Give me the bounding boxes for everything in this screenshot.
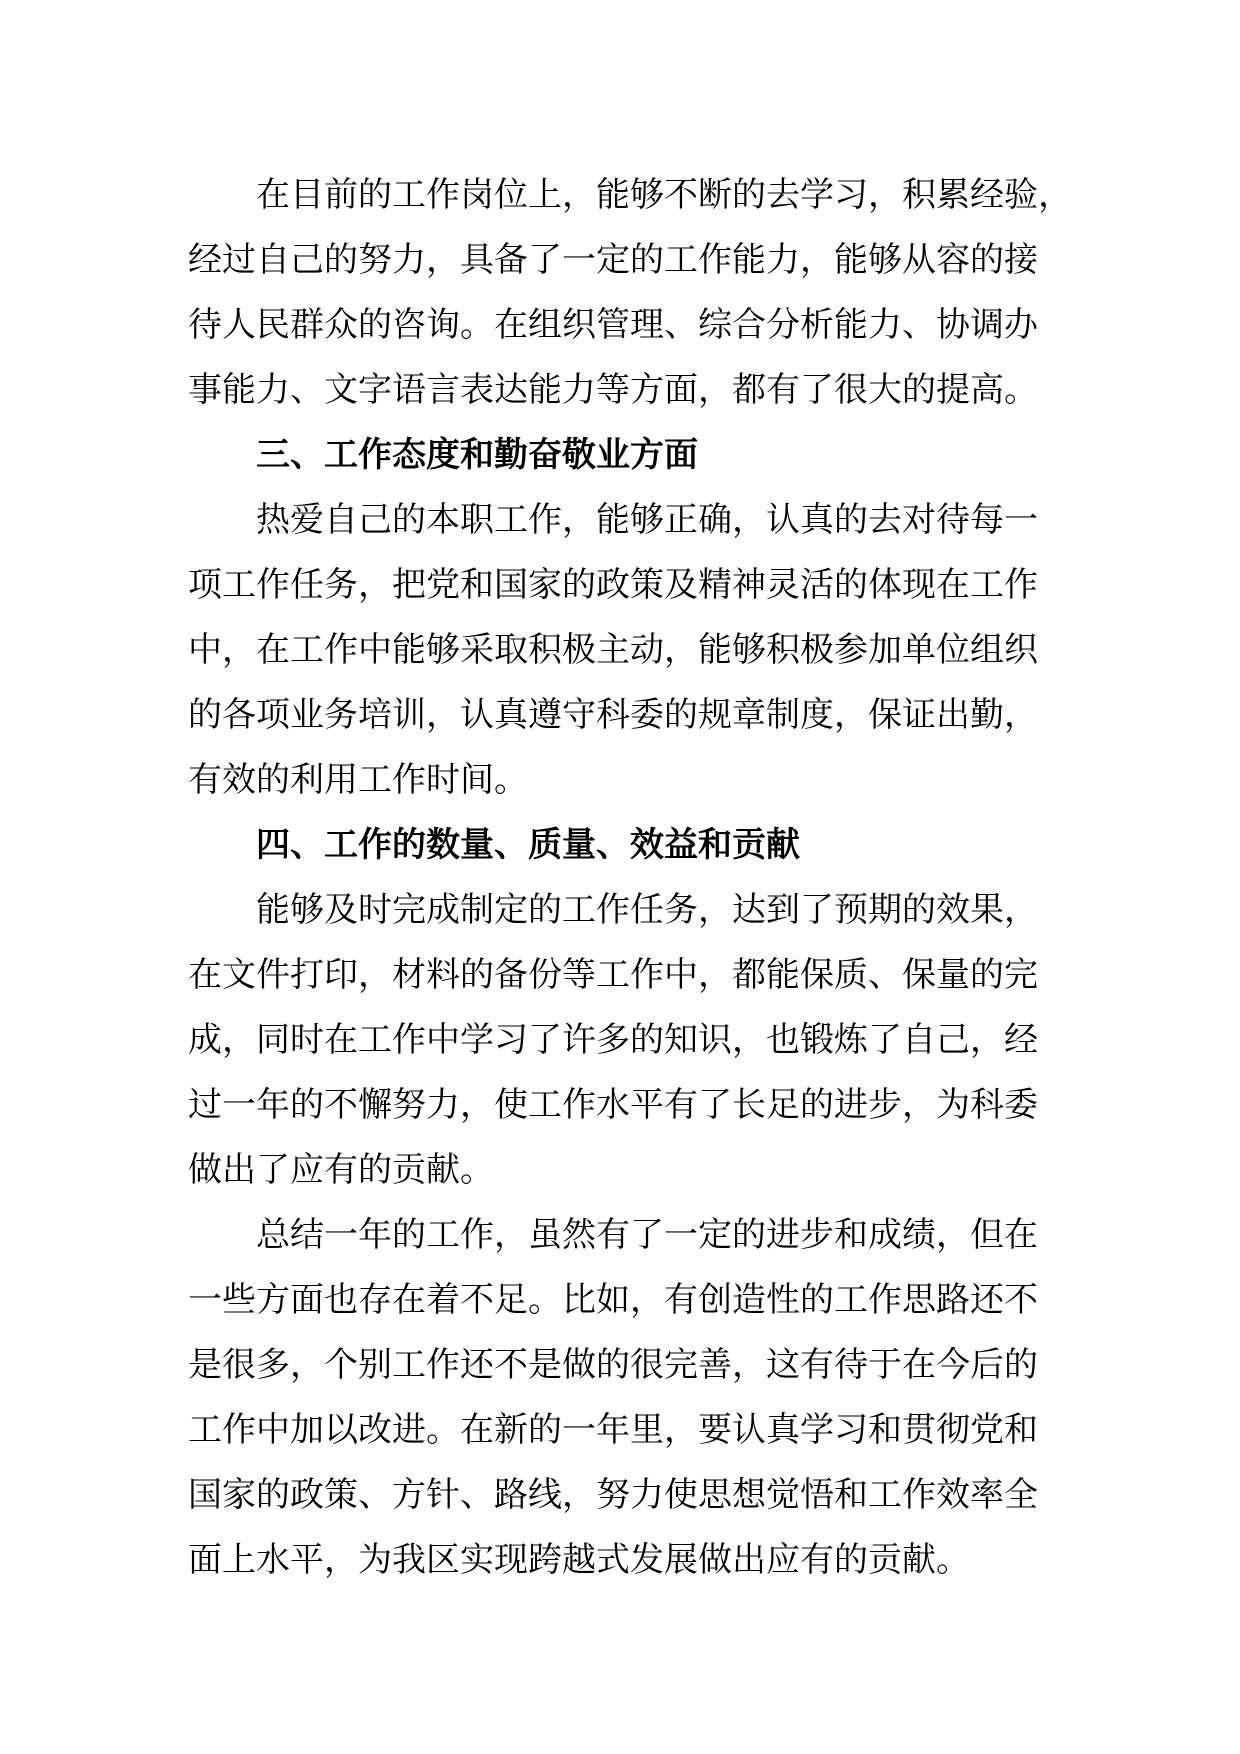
text-line: 工作中加以改进。在新的一年里，要认真学习和贯彻党和 xyxy=(188,1410,1038,1450)
text-line: 事能力、文字语言表达能力等方面，都有了很大的提高。 xyxy=(188,370,1038,410)
text-line: 总结一年的工作，虽然有了一定的进步和成绩，但在 xyxy=(256,1215,1038,1255)
section-heading-output: 四、工作的数量、质量、效益和贡献 xyxy=(256,825,800,865)
paragraph-output xyxy=(188,878,1068,1203)
text-line: 经过自己的努力，具备了一定的工作能力，能够从容的接 xyxy=(188,240,1038,280)
section-heading-attitude: 三、工作态度和勤奋敬业方面 xyxy=(256,435,698,475)
text-line: 国家的政策、方针、路线，努力使思想觉悟和工作效率全 xyxy=(188,1475,1038,1515)
text-line: 能够及时完成制定的工作任务，达到了预期的效果， xyxy=(256,890,1038,930)
paragraph-attitude xyxy=(188,488,1068,813)
text-line: 项工作任务，把党和国家的政策及精神灵活的体现在工作 xyxy=(188,565,1038,605)
text-line: 在目前的工作岗位上，能够不断的去学习，积累经验， xyxy=(256,175,1072,215)
text-line: 成，同时在工作中学习了许多的知识，也锻炼了自己，经 xyxy=(188,1020,1038,1060)
text-line: 在文件打印，材料的备份等工作中，都能保质、保量的完 xyxy=(188,955,1038,995)
paragraph-work-ability xyxy=(188,163,1072,423)
text-line: 过一年的不懈努力，使工作水平有了长足的进步，为科委 xyxy=(188,1085,1038,1125)
paragraph-summary xyxy=(188,1203,1068,1593)
text-line: 有效的利用工作时间。 xyxy=(188,760,528,800)
text-line: 热爱自己的本职工作，能够正确，认真的去对待每一 xyxy=(256,500,1038,540)
text-line: 待人民群众的咨询。在组织管理、综合分析能力、协调办 xyxy=(188,305,1038,345)
text-line: 的各项业务培训，认真遵守科委的规章制度，保证出勤， xyxy=(188,695,1038,735)
text-line: 做出了应有的贡献。 xyxy=(188,1150,494,1190)
document-body xyxy=(188,163,1072,1593)
text-line: 是很多，个别工作还不是做的很完善，这有待于在今后的 xyxy=(188,1345,1038,1385)
text-line: 面上水平，为我区实现跨越式发展做出应有的贡献。 xyxy=(188,1540,970,1580)
text-line: 中，在工作中能够采取积极主动，能够积极参加单位组织 xyxy=(188,630,1038,670)
text-line: 一些方面也存在着不足。比如，有创造性的工作思路还不 xyxy=(188,1280,1038,1320)
